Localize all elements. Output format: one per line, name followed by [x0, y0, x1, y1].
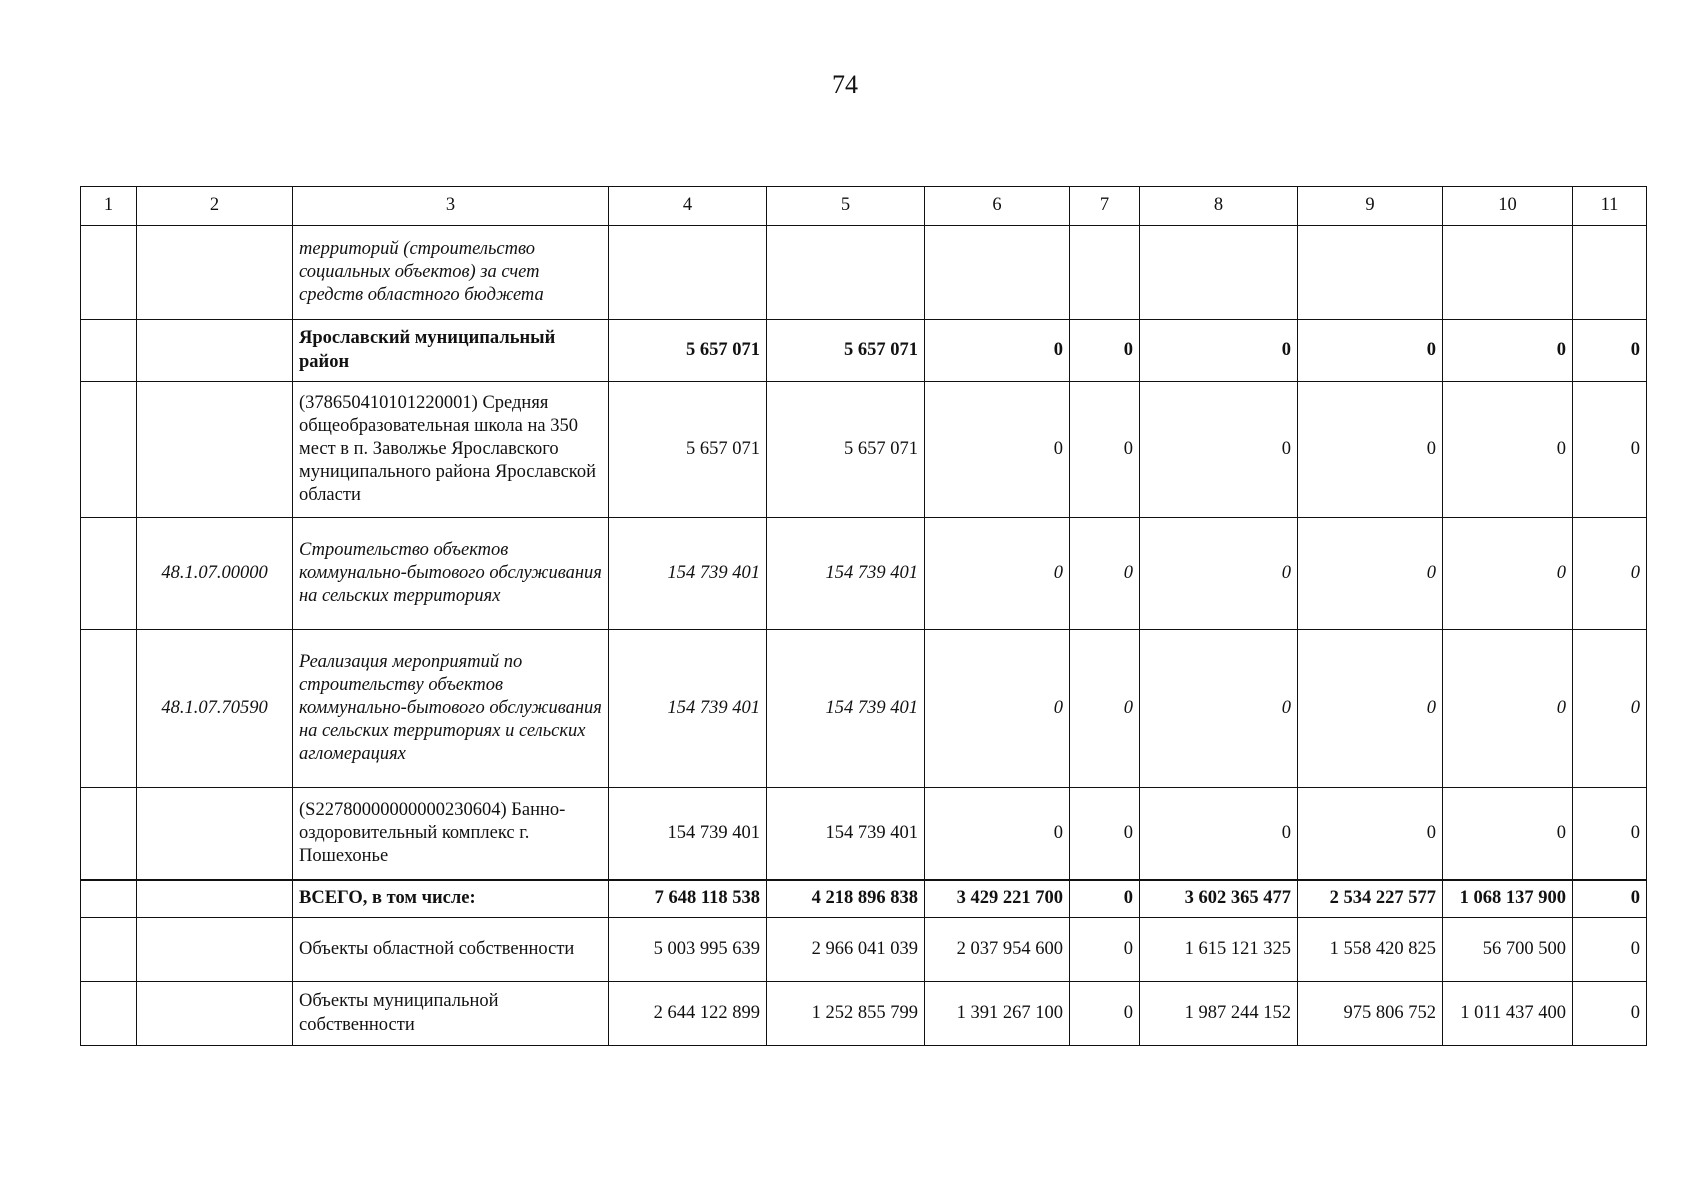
table-row — [81, 918, 1647, 982]
cell-col7: 0 — [1070, 320, 1140, 382]
cell-col7: 0 — [1070, 518, 1140, 630]
cell-description: Реализация мероприятий по строительству объектов коммунально-бытового обслуживания на сельских территориях и сельских агломерациях — [293, 630, 609, 788]
cell-col11: 0 — [1573, 982, 1647, 1046]
column-header-7: 7 — [1070, 187, 1140, 226]
cell-col10: 1 011 437 400 — [1443, 982, 1573, 1046]
cell-description: Строительство объектов коммунально-бытового обслуживания на сельских территориях — [293, 518, 609, 630]
table-body — [81, 226, 1647, 1046]
cell-col7: 0 — [1070, 880, 1140, 918]
cell-col6: 0 — [925, 630, 1070, 788]
cell-col8: 0 — [1140, 518, 1298, 630]
cell-col9: 0 — [1298, 788, 1443, 880]
column-header-8: 8 — [1140, 187, 1298, 226]
column-header-3: 3 — [293, 187, 609, 226]
cell-description: Ярославский муниципальный район — [293, 320, 609, 382]
cell-col8: 1 615 121 325 — [1140, 918, 1298, 982]
cell-code — [137, 982, 293, 1046]
cell-code — [137, 918, 293, 982]
cell-code: 48.1.07.70590 — [137, 630, 293, 788]
cell-col6: 0 — [925, 518, 1070, 630]
cell-col10: 0 — [1443, 382, 1573, 518]
cell-col4: 154 739 401 — [609, 630, 767, 788]
column-header-2: 2 — [137, 187, 293, 226]
page-number: 74 — [832, 70, 858, 99]
cell-col5: 154 739 401 — [767, 518, 925, 630]
cell-col9: 0 — [1298, 518, 1443, 630]
table-row — [81, 226, 1647, 320]
cell-col6 — [925, 226, 1070, 320]
cell-col4 — [609, 226, 767, 320]
cell-col9: 2 534 227 577 — [1298, 880, 1443, 918]
column-header-1: 1 — [81, 187, 137, 226]
cell-col1 — [81, 518, 137, 630]
cell-col7: 0 — [1070, 982, 1140, 1046]
cell-col10: 0 — [1443, 630, 1573, 788]
cell-col8: 3 602 365 477 — [1140, 880, 1298, 918]
table-row — [81, 788, 1647, 880]
cell-col10: 1 068 137 900 — [1443, 880, 1573, 918]
cell-col5: 1 252 855 799 — [767, 982, 925, 1046]
cell-col10: 0 — [1443, 320, 1573, 382]
cell-col9: 0 — [1298, 382, 1443, 518]
cell-col5: 2 966 041 039 — [767, 918, 925, 982]
cell-col8: 1 987 244 152 — [1140, 982, 1298, 1046]
cell-col5: 154 739 401 — [767, 788, 925, 880]
cell-col1 — [81, 630, 137, 788]
total-row — [81, 880, 1647, 918]
cell-col6: 3 429 221 700 — [925, 880, 1070, 918]
cell-col1 — [81, 788, 137, 880]
header-row — [81, 187, 1647, 226]
cell-col4: 2 644 122 899 — [609, 982, 767, 1046]
cell-col11: 0 — [1573, 320, 1647, 382]
cell-col10 — [1443, 226, 1573, 320]
cell-col11: 0 — [1573, 918, 1647, 982]
cell-col5: 5 657 071 — [767, 320, 925, 382]
cell-col9 — [1298, 226, 1443, 320]
cell-col6: 2 037 954 600 — [925, 918, 1070, 982]
column-header-10: 10 — [1443, 187, 1573, 226]
cell-col5: 4 218 896 838 — [767, 880, 925, 918]
cell-col8: 0 — [1140, 382, 1298, 518]
cell-col5 — [767, 226, 925, 320]
cell-description: ВСЕГО, в том числе: — [293, 880, 609, 918]
cell-col7: 0 — [1070, 630, 1140, 788]
table-row — [81, 382, 1647, 518]
cell-col8: 0 — [1140, 788, 1298, 880]
cell-col7: 0 — [1070, 382, 1140, 518]
cell-col6: 0 — [925, 382, 1070, 518]
cell-col11: 0 — [1573, 382, 1647, 518]
cell-col11: 0 — [1573, 788, 1647, 880]
column-header-5: 5 — [767, 187, 925, 226]
cell-col6: 0 — [925, 320, 1070, 382]
cell-code — [137, 226, 293, 320]
cell-col4: 5 003 995 639 — [609, 918, 767, 982]
cell-col10: 56 700 500 — [1443, 918, 1573, 982]
cell-col9: 0 — [1298, 320, 1443, 382]
cell-col7: 0 — [1070, 788, 1140, 880]
cell-col9: 1 558 420 825 — [1298, 918, 1443, 982]
cell-col1 — [81, 320, 137, 382]
cell-description: (378650410101220001) Средняя общеобразовательная школа на 350 мест в п. Заволжье Ярославского муниципального района Ярославской области — [293, 382, 609, 518]
budget-table — [80, 186, 1647, 1046]
cell-col4: 154 739 401 — [609, 518, 767, 630]
cell-col5: 5 657 071 — [767, 382, 925, 518]
cell-description: (S22780000000000230604) Банно-оздоровительный комплекс г. Пошехонье — [293, 788, 609, 880]
cell-col1 — [81, 226, 137, 320]
table-header — [81, 187, 1647, 226]
cell-col1 — [81, 982, 137, 1046]
table-row — [81, 518, 1647, 630]
cell-col9: 975 806 752 — [1298, 982, 1443, 1046]
cell-col4: 7 648 118 538 — [609, 880, 767, 918]
cell-col6: 1 391 267 100 — [925, 982, 1070, 1046]
cell-col4: 154 739 401 — [609, 788, 767, 880]
cell-col9: 0 — [1298, 630, 1443, 788]
cell-col4: 5 657 071 — [609, 382, 767, 518]
cell-col1 — [81, 382, 137, 518]
table-row — [81, 320, 1647, 382]
cell-col7: 0 — [1070, 918, 1140, 982]
cell-col8: 0 — [1140, 630, 1298, 788]
cell-code: 48.1.07.00000 — [137, 518, 293, 630]
column-header-6: 6 — [925, 187, 1070, 226]
cell-col10: 0 — [1443, 518, 1573, 630]
cell-description: территорий (строительство социальных объектов) за счет средств областного бюджета — [293, 226, 609, 320]
cell-col6: 0 — [925, 788, 1070, 880]
cell-col11: 0 — [1573, 630, 1647, 788]
cell-code — [137, 382, 293, 518]
column-header-4: 4 — [609, 187, 767, 226]
cell-col11: 0 — [1573, 518, 1647, 630]
cell-col7 — [1070, 226, 1140, 320]
cell-description: Объекты муниципальной собственности — [293, 982, 609, 1046]
cell-description: Объекты областной собственности — [293, 918, 609, 982]
cell-code — [137, 320, 293, 382]
column-header-11: 11 — [1573, 187, 1647, 226]
cell-col1 — [81, 918, 137, 982]
cell-col1 — [81, 880, 137, 918]
table-row — [81, 630, 1647, 788]
cell-code — [137, 880, 293, 918]
cell-col10: 0 — [1443, 788, 1573, 880]
cell-col11: 0 — [1573, 880, 1647, 918]
table-row — [81, 982, 1647, 1046]
column-header-9: 9 — [1298, 187, 1443, 226]
cell-col8 — [1140, 226, 1298, 320]
cell-col4: 5 657 071 — [609, 320, 767, 382]
cell-code — [137, 788, 293, 880]
cell-col11 — [1573, 226, 1647, 320]
cell-col8: 0 — [1140, 320, 1298, 382]
cell-col5: 154 739 401 — [767, 630, 925, 788]
